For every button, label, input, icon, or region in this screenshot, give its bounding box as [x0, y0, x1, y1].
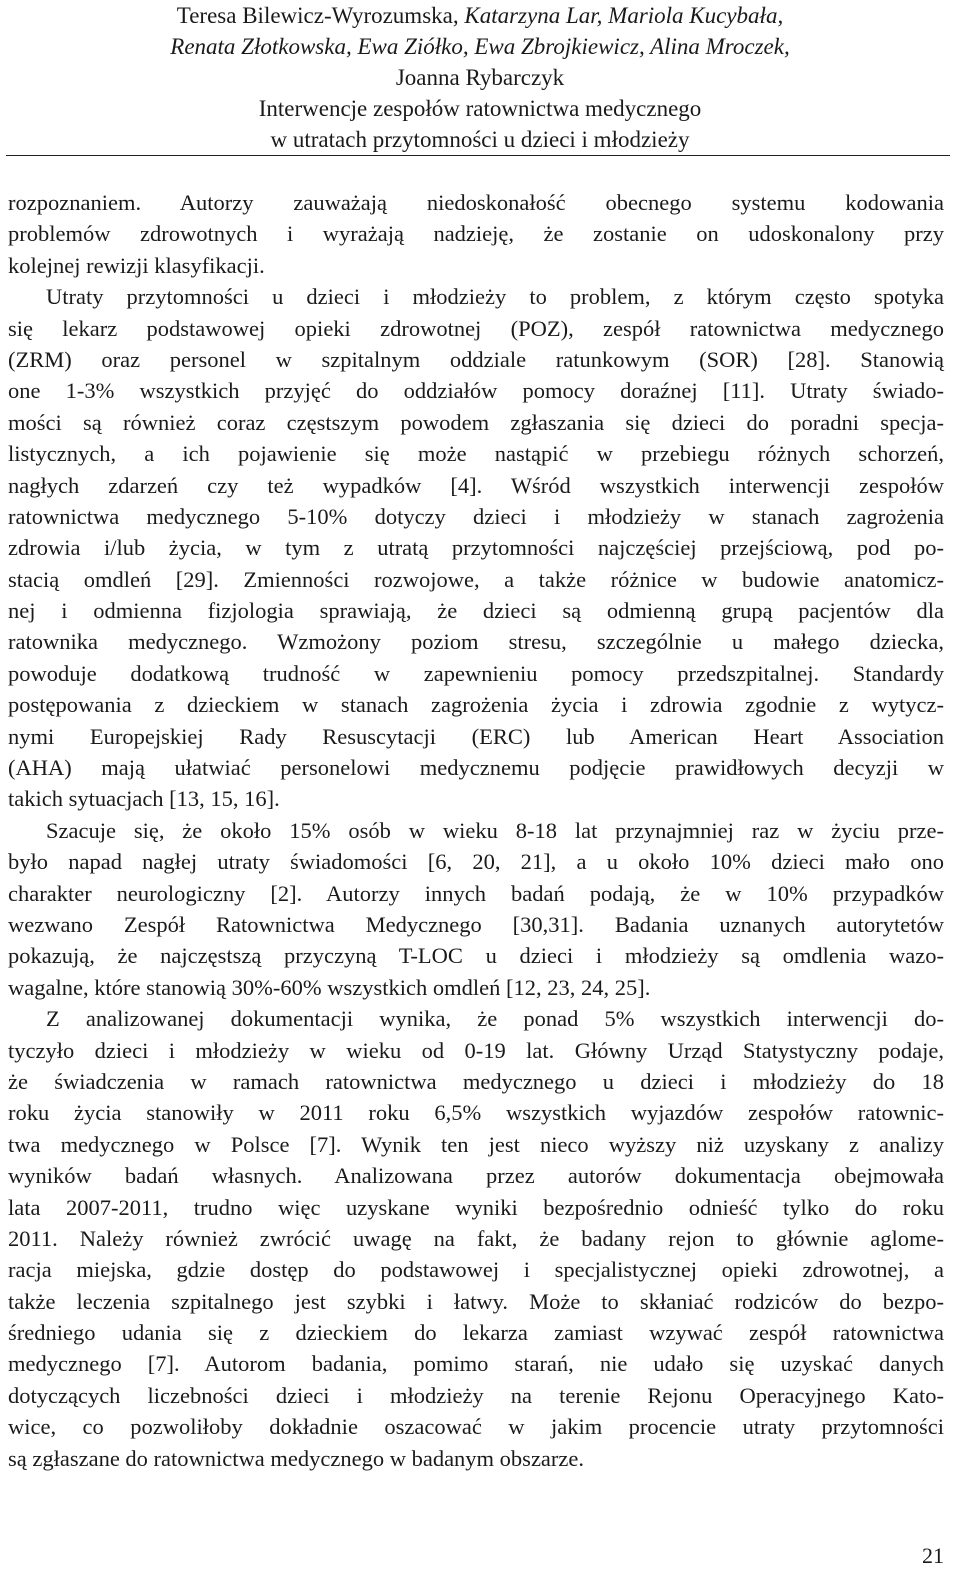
- text-line: także leczenia szpitalnego jest szybki i łatwy. Może to skłaniać rodziców do bezpo-: [8, 1288, 944, 1314]
- header-authors-line-2: Renata Złotkowska, Ewa Ziółko, Ewa Zbrojkiewicz, Alina Mroczek,: [170, 34, 790, 59]
- text-line: Utraty przytomności u dzieci i młodzieży to problem, z którym często spotyka: [46, 284, 944, 310]
- text-line: lata 2007-2011, trudno więc uzyskane wyniki bezpośrednio odnieść tylko do roku: [8, 1194, 944, 1220]
- text-line: średniego udania się z dzieckiem do lekarza zamiast wzywać zespół ratownictwa: [8, 1320, 944, 1346]
- text-line: charakter neurologiczny [2]. Autorzy innych badań podają, że w 10% przypadków: [8, 880, 944, 906]
- text-line: (ZRM) oraz personel w szpitalnym oddziale ratunkowym (SOR) [28]. Stanowią: [8, 346, 944, 372]
- text-line: roku życia stanowiły w 2011 roku 6,5% wszystkich wyjazdów zespołów ratownic-: [8, 1100, 944, 1126]
- text-line: ratownictwa medycznego 5-10% dotyczy dzieci i młodzieży w stanach zagrożenia: [8, 503, 944, 529]
- page-number: 21: [922, 1543, 944, 1568]
- text-line: Z analizowanej dokumentacji wynika, że ponad 5% wszystkich interwencji do-: [46, 1006, 944, 1032]
- text-line: ratownika medycznego. Wzmożony poziom stresu, szczególnie u małego dziecka,: [8, 629, 944, 655]
- text-line: medycznego [7]. Autorom badania, pomimo starań, nie udało się uzyskać danych: [8, 1351, 944, 1377]
- text-line: rozpoznaniem. Autorzy zauważają niedoskonałość obecnego systemu kodowania: [8, 190, 944, 215]
- header-authors-plain: Teresa Bilewicz-Wyrozumska,: [176, 3, 465, 28]
- text-line: (AHA) mają ułatwiać personelowi medycznemu podjęcie prawidłowych decyzji w: [8, 755, 944, 781]
- text-line: kolejnej rewizji klasyfikacji.: [8, 252, 265, 278]
- header-divider: [6, 155, 950, 156]
- header-title-line-1: Interwencje zespołów ratownictwa medycznego: [258, 96, 702, 121]
- text-line: są zgłaszane do ratownictwa medycznego w badanym obszarze.: [8, 1445, 585, 1471]
- body-text: [8, 187, 944, 1474]
- text-line: postępowania z dzieckiem w stanach zagrożenia życia i zdrowia zgodnie z wytycz-: [8, 692, 944, 718]
- header-authors-italic: Katarzyna Lar, Mariola Kucybała,: [464, 3, 784, 28]
- header-authors-line-1: [0, 0, 960, 31]
- text-line: nagłych zdarzeń czy też wypadków [4]. Wśród wszystkich interwencji zespołów: [8, 472, 944, 498]
- text-line: mości są również coraz częstszym powodem zgłaszania się dzieci do poradni specja-: [8, 409, 944, 435]
- text-line: pokazują, że najczęstszą przyczyną T-LOC u dzieci i młodzieży są omdlenia wazo-: [8, 943, 944, 969]
- text-line: racja miejska, gdzie dostęp do podstawowej i specjalistycznej opieki zdrowotnej, a: [8, 1257, 944, 1283]
- text-line: zdrowia i/lub życia, w tym z utratą przytomności najczęściej przejściową, pod po-: [8, 535, 944, 561]
- text-line: tyczyło dzieci i młodzieży w wieku od 0-19 lat. Główny Urząd Statystyczny podaje,: [8, 1037, 944, 1063]
- text-line: wyników badań własnych. Analizowana przez autorów dokumentacja obejmowała: [8, 1163, 944, 1189]
- text-line: listycznych, a ich pojawienie się może nastąpić w przebiegu różnych schorzeń,: [8, 441, 944, 467]
- text-line: Szacuje się, że około 15% osób w wieku 8-18 lat przynajmniej raz w życiu prze-: [46, 817, 944, 843]
- text-line: one 1-3% wszystkich przyjęć do oddziałów pomocy doraźnej [11]. Utraty świado-: [8, 378, 944, 404]
- text-line: takich sytuacjach [13, 15, 16].: [8, 786, 280, 812]
- text-line: wezwano Zespół Ratownictwa Medycznego [30,31]. Badania uznanych autorytetów: [8, 911, 944, 937]
- text-line: powoduje dodatkową trudność w zapewnieniu pomocy przedszpitalnej. Standardy: [8, 660, 944, 686]
- text-line: 2011. Należy również zwrócić uwagę na fakt, że badany rejon to głównie aglome-: [8, 1225, 944, 1251]
- text-line: się lekarz podstawowej opieki zdrowotnej (POZ), zespół ratownictwa medycznego: [8, 315, 944, 341]
- text-line: twa medycznego w Polsce [7]. Wynik ten jest nieco wyższy niż uzyskany z analizy: [8, 1131, 944, 1157]
- text-line: problemów zdrowotnych i wyrażają nadzieję, że zostanie on udoskonalony przy: [8, 221, 944, 247]
- text-line: że świadczenia w ramach ratownictwa medycznego u dzieci i młodzieży do 18: [8, 1068, 944, 1094]
- text-line: było napad nagłej utraty świadomości [6, 20, 21], a u około 10% dzieci mało ono: [8, 849, 944, 875]
- text-line: nymi Europejskiej Rady Resuscytacji (ERC) lub American Heart Association: [8, 723, 944, 749]
- text-line: stacią omdleń [29]. Zmienności rozwojowe, a także różnice w budowie anatomicz-: [8, 566, 944, 592]
- header-title-line-2: w utratach przytomności u dzieci i młodzieży: [270, 127, 690, 152]
- text-line: wice, co pozwoliłoby dokładnie oszacować w jakim procencie utraty przytomności: [8, 1414, 944, 1440]
- text-line: nej i odmienna fizjologia sprawiają, że dzieci są odmienną grupą pacjentów dla: [8, 598, 944, 624]
- text-line: wagalne, które stanowią 30%-60% wszystkich omdleń [12, 23, 24, 25].: [8, 974, 651, 1000]
- text-line: dotyczących liczebności dzieci i młodzieży na terenie Rejonu Operacyjnego Kato-: [8, 1382, 944, 1408]
- header-authors-line-3: Joanna Rybarczyk: [395, 65, 565, 90]
- running-header: [0, 0, 960, 155]
